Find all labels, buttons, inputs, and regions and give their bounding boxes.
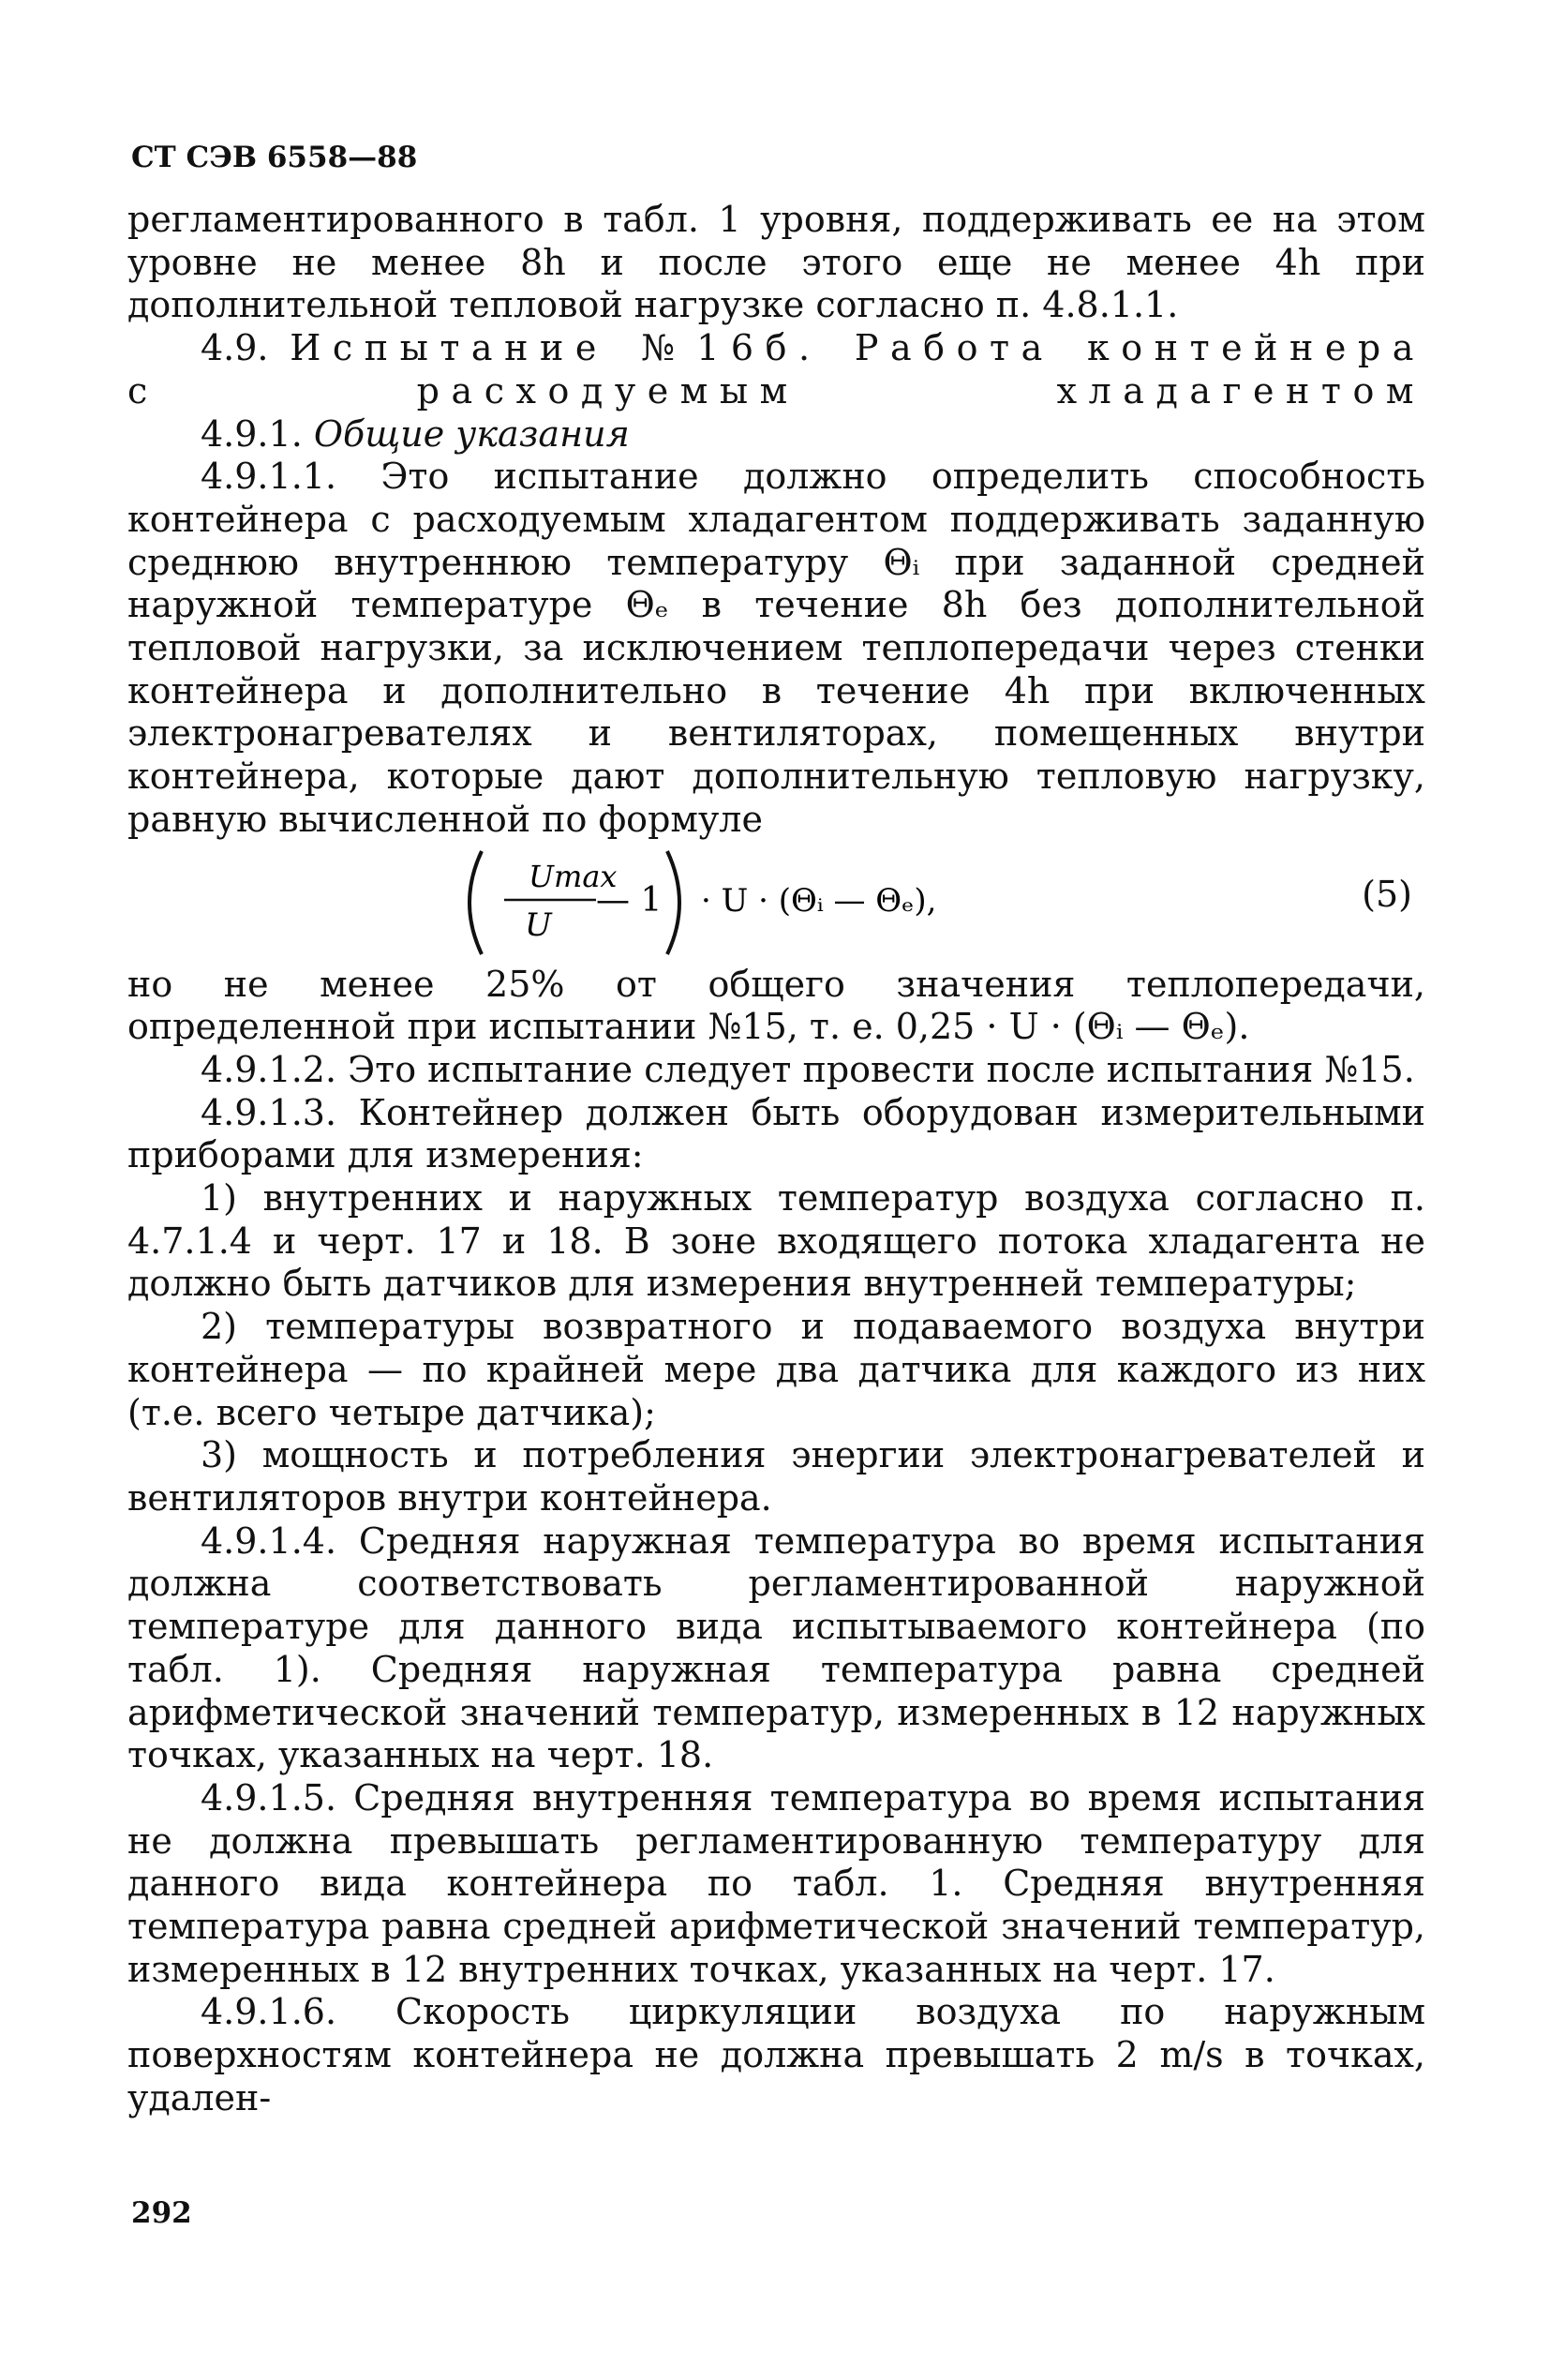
paragraph-4-9-1-3: 4.9.1.3. Контейнер должен быть оборудован измерительными приборами для измерения:: [127, 1091, 1425, 1176]
formula-5: [127, 846, 1425, 960]
formula-rest: · U · (Θᵢ — Θₑ),: [701, 881, 937, 920]
formula-number: (5): [1362, 873, 1412, 915]
section-title: Испытание №16б. Работа контейнера с расходуемым хладагентом: [127, 327, 1425, 412]
paragraph-4-9-1-6: 4.9.1.6. Скорость циркуляции воздуха по наружным поверхностям контейнера не должна превышать 2 m/s в точках, удален-: [127, 1991, 1425, 2118]
page-number: 292: [131, 2196, 192, 2230]
subsection-title: Общие указания: [313, 412, 630, 455]
list-item-1: 1) внутренних и наружных температур воздуха согласно п. 4.7.1.4 и черт. 17 и 18. В зоне входящего потока хладагента не должно быть датчиков для измерения внутренней температуры;: [127, 1177, 1425, 1305]
right-paren: [667, 851, 679, 954]
list-item-2: 2) температуры возвратного и подаваемого воздуха внутри контейнера — по крайней мере два датчика для каждого из них (т.е. всего четыре датчика);: [127, 1306, 1425, 1433]
fraction-denominator: U: [525, 906, 552, 944]
subsection-number: 4.9.1.: [201, 412, 303, 455]
paragraph-4-9-1-5: 4.9.1.5. Средняя внутренняя температура во время испытания не должна превышать регламентированную температуру для данного вида контейнера по табл. 1. Средняя внутренняя температура равна средней арифметической значений температур, измеренных в 12 внутренних точках, указанных на черт. 17.: [127, 1776, 1425, 1990]
paragraph-4-9-1-1: 4.9.1.1. Это испытание должно определить способность контейнера с расходуемым хладагентом поддерживать заданную среднюю внутреннюю температуру Θᵢ при заданной средней наружной температуре Θₑ в течение 8h без дополнительной тепловой нагрузки, за исключением теплопередачи через стенки контейнера и дополнительно в течение 4h при включенных электронагревателях и вентиляторах, помещенных внутри контейнера, которые дают дополнительную тепловую нагрузку, равную вычисленной по формуле: [127, 456, 1425, 840]
left-paren: [469, 851, 482, 954]
formula-minus-one: — 1: [596, 880, 663, 920]
page-header: СТ СЭВ 6558—88: [131, 141, 418, 174]
paragraph-continuation-formula: но не менее 25% от общего значения теплопередачи, определенной при испытании №15, т. е. 0,25 · U · (Θᵢ — Θₑ).: [127, 963, 1425, 1048]
paragraph-4-9-1-2: 4.9.1.2. Это испытание следует провести после испытания №15.: [201, 1048, 1415, 1090]
formula-graphic: [455, 846, 937, 960]
section-number: 4.9.: [201, 327, 269, 369]
paragraph-continuation: регламентированного в табл. 1 уровня, поддерживать ее на этом уровне не менее 8h и после этого еще не менее 4h при дополнительной тепловой нагрузке согласно п. 4.8.1.1.: [127, 199, 1425, 326]
fraction-numerator: Umax: [529, 858, 618, 894]
body-text: [127, 199, 1425, 2120]
subsection-heading-4-9-1: [127, 413, 1425, 457]
paragraph-4-9-1-4: 4.9.1.4. Средняя наружная температура во время испытания должна соответствовать регламентированной наружной температуре для данного вида испытываемого контейнера (по табл. 1). Средняя наружная температура равна средней арифметической значений температур, измеренных в 12 наружных точках, указанных на черт. 18.: [127, 1519, 1425, 1776]
list-item-3: 3) мощность и потребления энергии электронагревателей и вентиляторов внутри контейнера.: [127, 1434, 1425, 1519]
section-heading-4-9: [127, 327, 1425, 412]
